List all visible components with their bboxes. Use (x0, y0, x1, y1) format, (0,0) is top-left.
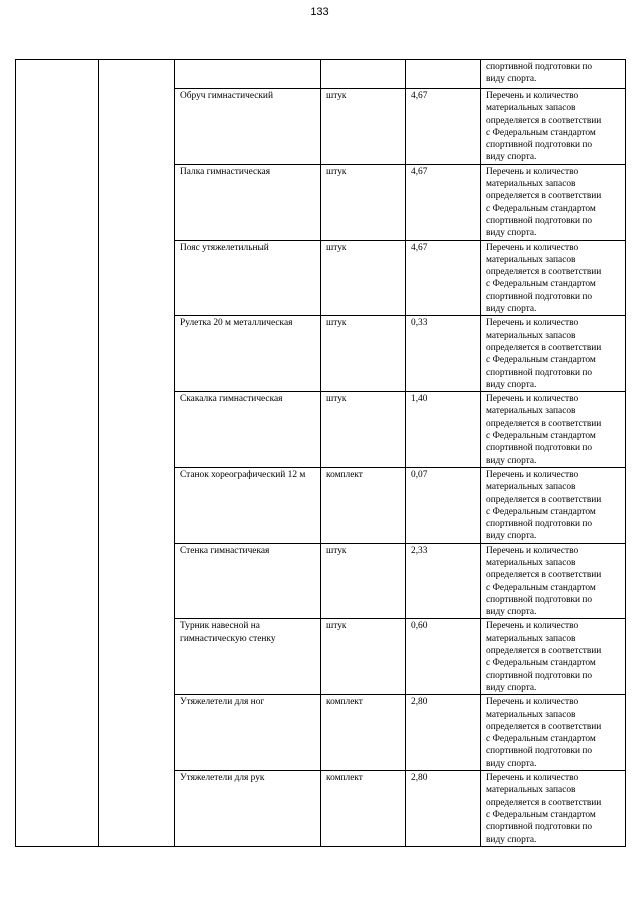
unit-cell: комплект (321, 695, 406, 771)
quantity-cell: 4,67 (406, 240, 481, 316)
merged-cell-col2 (99, 60, 175, 847)
quantity-cell: 1,40 (406, 392, 481, 468)
note-cell: Перечень и количество материальных запасов определяется в соответствии с Федеральным стандартом спортивной подготовки по виду спорта. (481, 240, 626, 316)
item-name-cell: Обруч гимнастический (175, 89, 321, 165)
continued-row (16, 60, 626, 89)
unit-cell: штук (321, 89, 406, 165)
quantity-cell: 2,33 (406, 543, 481, 619)
item-name-cell: Утяжелетели для рук (175, 771, 321, 847)
unit-cell: комплект (321, 771, 406, 847)
note-cell: Перечень и количество материальных запасов определяется в соответствии с Федеральным стандартом спортивной подготовки по виду спорта. (481, 164, 626, 240)
note-cell: спортивной подготовки по виду спорта. (481, 60, 626, 89)
note-cell: Перечень и количество материальных запасов определяется в соответствии с Федеральным стандартом спортивной подготовки по виду спорта. (481, 771, 626, 847)
quantity-cell: 0,33 (406, 316, 481, 392)
unit-cell: комплект (321, 467, 406, 543)
item-name-cell: Утяжелетели для ног (175, 695, 321, 771)
unit-cell: штук (321, 543, 406, 619)
note-cell: Перечень и количество материальных запасов определяется в соответствии с Федеральным стандартом спортивной подготовки по виду спорта. (481, 543, 626, 619)
quantity-cell (406, 60, 481, 89)
item-name-cell: Рулетка 20 м металлическая (175, 316, 321, 392)
unit-cell (321, 60, 406, 89)
quantity-cell: 2,80 (406, 771, 481, 847)
quantity-cell: 0,60 (406, 619, 481, 695)
quantity-cell: 2,80 (406, 695, 481, 771)
unit-cell: штук (321, 164, 406, 240)
unit-cell: штук (321, 316, 406, 392)
item-name-cell: Стенка гимнастичекая (175, 543, 321, 619)
quantity-cell: 4,67 (406, 89, 481, 165)
merged-cell-col1 (16, 60, 99, 847)
quantity-cell: 4,67 (406, 164, 481, 240)
table-body (16, 60, 626, 847)
quantity-cell: 0,07 (406, 467, 481, 543)
page-number: 133 (310, 6, 329, 18)
item-name-cell: Скакалка гимнастическая (175, 392, 321, 468)
item-name-cell: Палка гимнастическая (175, 164, 321, 240)
note-cell: Перечень и количество материальных запасов определяется в соответствии с Федеральным стандартом спортивной подготовки по виду спорта. (481, 392, 626, 468)
equipment-table (15, 59, 626, 847)
item-name-cell: Пояс утяжелетильный (175, 240, 321, 316)
note-cell: Перечень и количество материальных запасов определяется в соответствии с Федеральным стандартом спортивной подготовки по виду спорта. (481, 89, 626, 165)
unit-cell: штук (321, 392, 406, 468)
unit-cell: штук (321, 240, 406, 316)
unit-cell: штук (321, 619, 406, 695)
item-name-cell: Станок хореографический 12 м (175, 467, 321, 543)
item-name-cell: Турник навесной на гимнастическую стенку (175, 619, 321, 695)
note-cell: Перечень и количество материальных запасов определяется в соответствии с Федеральным стандартом спортивной подготовки по виду спорта. (481, 316, 626, 392)
note-cell: Перечень и количество материальных запасов определяется в соответствии с Федеральным стандартом спортивной подготовки по виду спорта. (481, 619, 626, 695)
item-name-cell (175, 60, 321, 89)
note-cell: Перечень и количество материальных запасов определяется в соответствии с Федеральным стандартом спортивной подготовки по виду спорта. (481, 695, 626, 771)
note-cell: Перечень и количество материальных запасов определяется в соответствии с Федеральным стандартом спортивной подготовки по виду спорта. (481, 467, 626, 543)
